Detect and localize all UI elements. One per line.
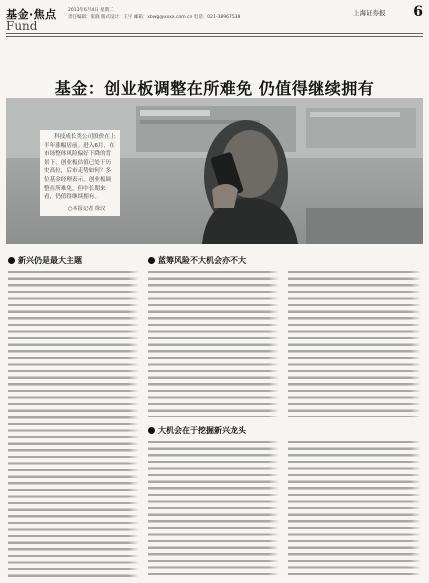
bullet-icon [8, 257, 15, 264]
page-header [6, 5, 423, 33]
header-divider [6, 33, 423, 34]
header-divider-thin [6, 36, 423, 37]
subhead-bluechip-risk: 蓝筹风险不大机会亦不大 [148, 255, 246, 265]
subhead-emerging-leaders: 大机会在于挖掘新兴龙头 [148, 425, 246, 435]
subhead-emerging-theme: 新兴仍是最大主题 [8, 255, 82, 265]
body-column-3-lower [288, 439, 421, 577]
newspaper-name: 上海证券报 [353, 9, 386, 17]
body-column-2-lower [148, 439, 279, 577]
issue-date: 2013年6月4日 星期二 [68, 8, 114, 13]
intro-author: ○本报记者 徐汉 [68, 205, 106, 212]
editor-contact-line: 责任编辑：张晓 版式设计：王宇 邮箱：xbwg@xxxx.com.cn 电话：021-38967538 [68, 15, 241, 20]
bullet-icon [148, 427, 155, 434]
body-column-1 [8, 269, 139, 577]
section-name: 基金·焦点 [6, 8, 57, 21]
body-column-3-upper [288, 269, 421, 417]
page-number: 6 [413, 4, 423, 20]
body-column-2-upper [148, 269, 279, 417]
intro-text: 科技成长类公司股价在上半年涨幅居前。进入6月，在市场整体风险偏好下降的背景下，创业板估值已处于历史高位，后市走势如何？多位基金经理表示，创业板调整在所难免，但中长期来看，仍值得继续拥有。 [44, 134, 116, 201]
section-english-name: Fund [6, 19, 38, 33]
headline: 基金：创业板调整在所难免 仍值得继续拥有 [54, 79, 375, 98]
intro-box [40, 130, 120, 216]
bullet-icon [148, 257, 155, 264]
